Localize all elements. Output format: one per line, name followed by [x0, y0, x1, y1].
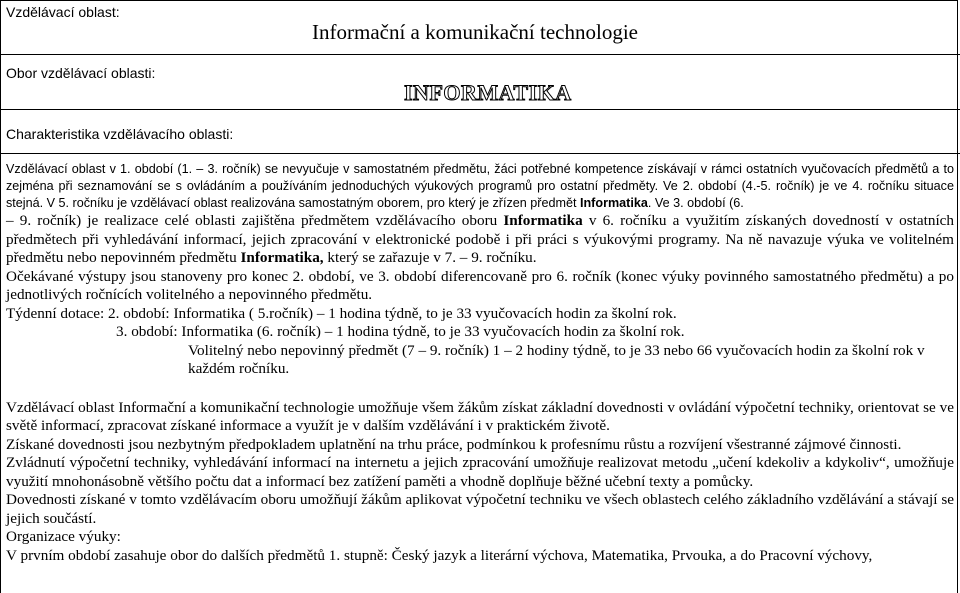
area-title: Informační a komunikační technologie — [312, 20, 638, 44]
area-label: Vzdělávací oblast: — [6, 4, 120, 20]
weekly-hours-row: 3. období: Informatika (6. ročník) – 1 hodina týdně, to je 33 vyučovacích hodin za školní rok. — [116, 323, 685, 340]
divider — [0, 54, 960, 55]
spacer — [6, 379, 954, 399]
field-label: Obor vzdělávací oblasti: — [6, 65, 156, 81]
paragraph: Vzdělávací oblast Informační a komunikační technologie umožňuje všem žákům získat základní dovednosti v ovládání výpočetní techniky, orientovat se ve světě informací, zpracovat získané informace a využít je v dalším vzdělávání i v praktickém životě. — [6, 398, 954, 434]
document-body — [6, 161, 954, 565]
subject-wordart: INFORMATIKA — [404, 80, 572, 105]
paragraph: V prvním období zasahuje obor do dalších předmětů 1. stupně: Český jazyk a literární výchova, Matematika, Prvouka, a do Pracovní výchovy, — [6, 546, 873, 564]
section-heading: Organizace výuky: — [6, 528, 121, 545]
divider — [0, 109, 960, 110]
weekly-hours-row: Týdenní dotace: 2. období: Informatika ( 5.ročník) – 1 hodina týdně, to je 33 vyučovacích hodin za školní rok. — [6, 304, 677, 322]
intro-paragraph: Vzdělávací oblast v 1. období (1. – 3. ročník) se nevyučuje v samostatném předmětu, žáci potřebné kompetence získávají v rámci ostatních vyučovacích předmětů a to zejména při seznamování se s ovládáním a používáním jednoduchých výukových programů pro ostatní předměty. Ve 2. období (4.-5. ročník) je ve 4. ročníku situace stejná. V 5. ročníku je vzdělávací oblast realizována samostatným oborem, pro který je zřízen předmět Informatika. Ve 3. období (6. — [6, 162, 954, 210]
paragraph: – 9. ročník) je realizace celé oblasti zajištěna předmětem vzdělávacího oboru Informatika v 6. ročníku a využitím získaných dovedností v ostatních předmětech při vyhledávání informací, jejich zpracování v elektronické podobě i při práci s výukovými programy. Na ně navazuje výuka ve volitelném předmětu nebo nepovinném předmětu Informatika, který se zařazuje v 7. – 9. ročníku. — [6, 212, 954, 266]
paragraph: Získané dovednosti jsou nezbytným předpokladem uplatnění na trhu práce, podmínkou k profesnímu růstu a rozvíjení všestranné zájmové činnosti. — [6, 435, 902, 453]
paragraph: Očekávané výstupy jsou stanoveny pro konec 2. období, ve 3. období diferencovaně pro 6. ročník (konec výuky povinného samostatného předmětu) a po jednotlivých ročnících volitelného a nepovinného předmětu. — [6, 267, 954, 303]
paragraph: Dovednosti získané v tomto vzdělávacím oboru umožňují žákům aplikovat výpočetní techniku ve všech oblastech celého základního vzdělávání a stávají se jejich součástí. — [6, 491, 954, 527]
characteristics-label: Charakteristika vzdělávacího oblasti: — [6, 126, 234, 142]
divider — [0, 153, 960, 154]
weekly-hours-row: Volitelný nebo nepovinný předmět (7 – 9. ročník) 1 – 2 hodiny týdně, to je 33 nebo 66 vyučovacích hodin za školní rok v každém ročníku. — [188, 341, 925, 377]
paragraph: Zvládnutí výpočetní techniky, vyhledávání informací na internetu a jejich zpracování umožňuje realizovat metodu „učení kdekoliv a kdykoliv“, umožňuje využití mnohonásobně většího počtu dat a informací bez zatížení paměti a vhodně doplňuje běžné učební texty a pomůcky. — [6, 454, 954, 490]
